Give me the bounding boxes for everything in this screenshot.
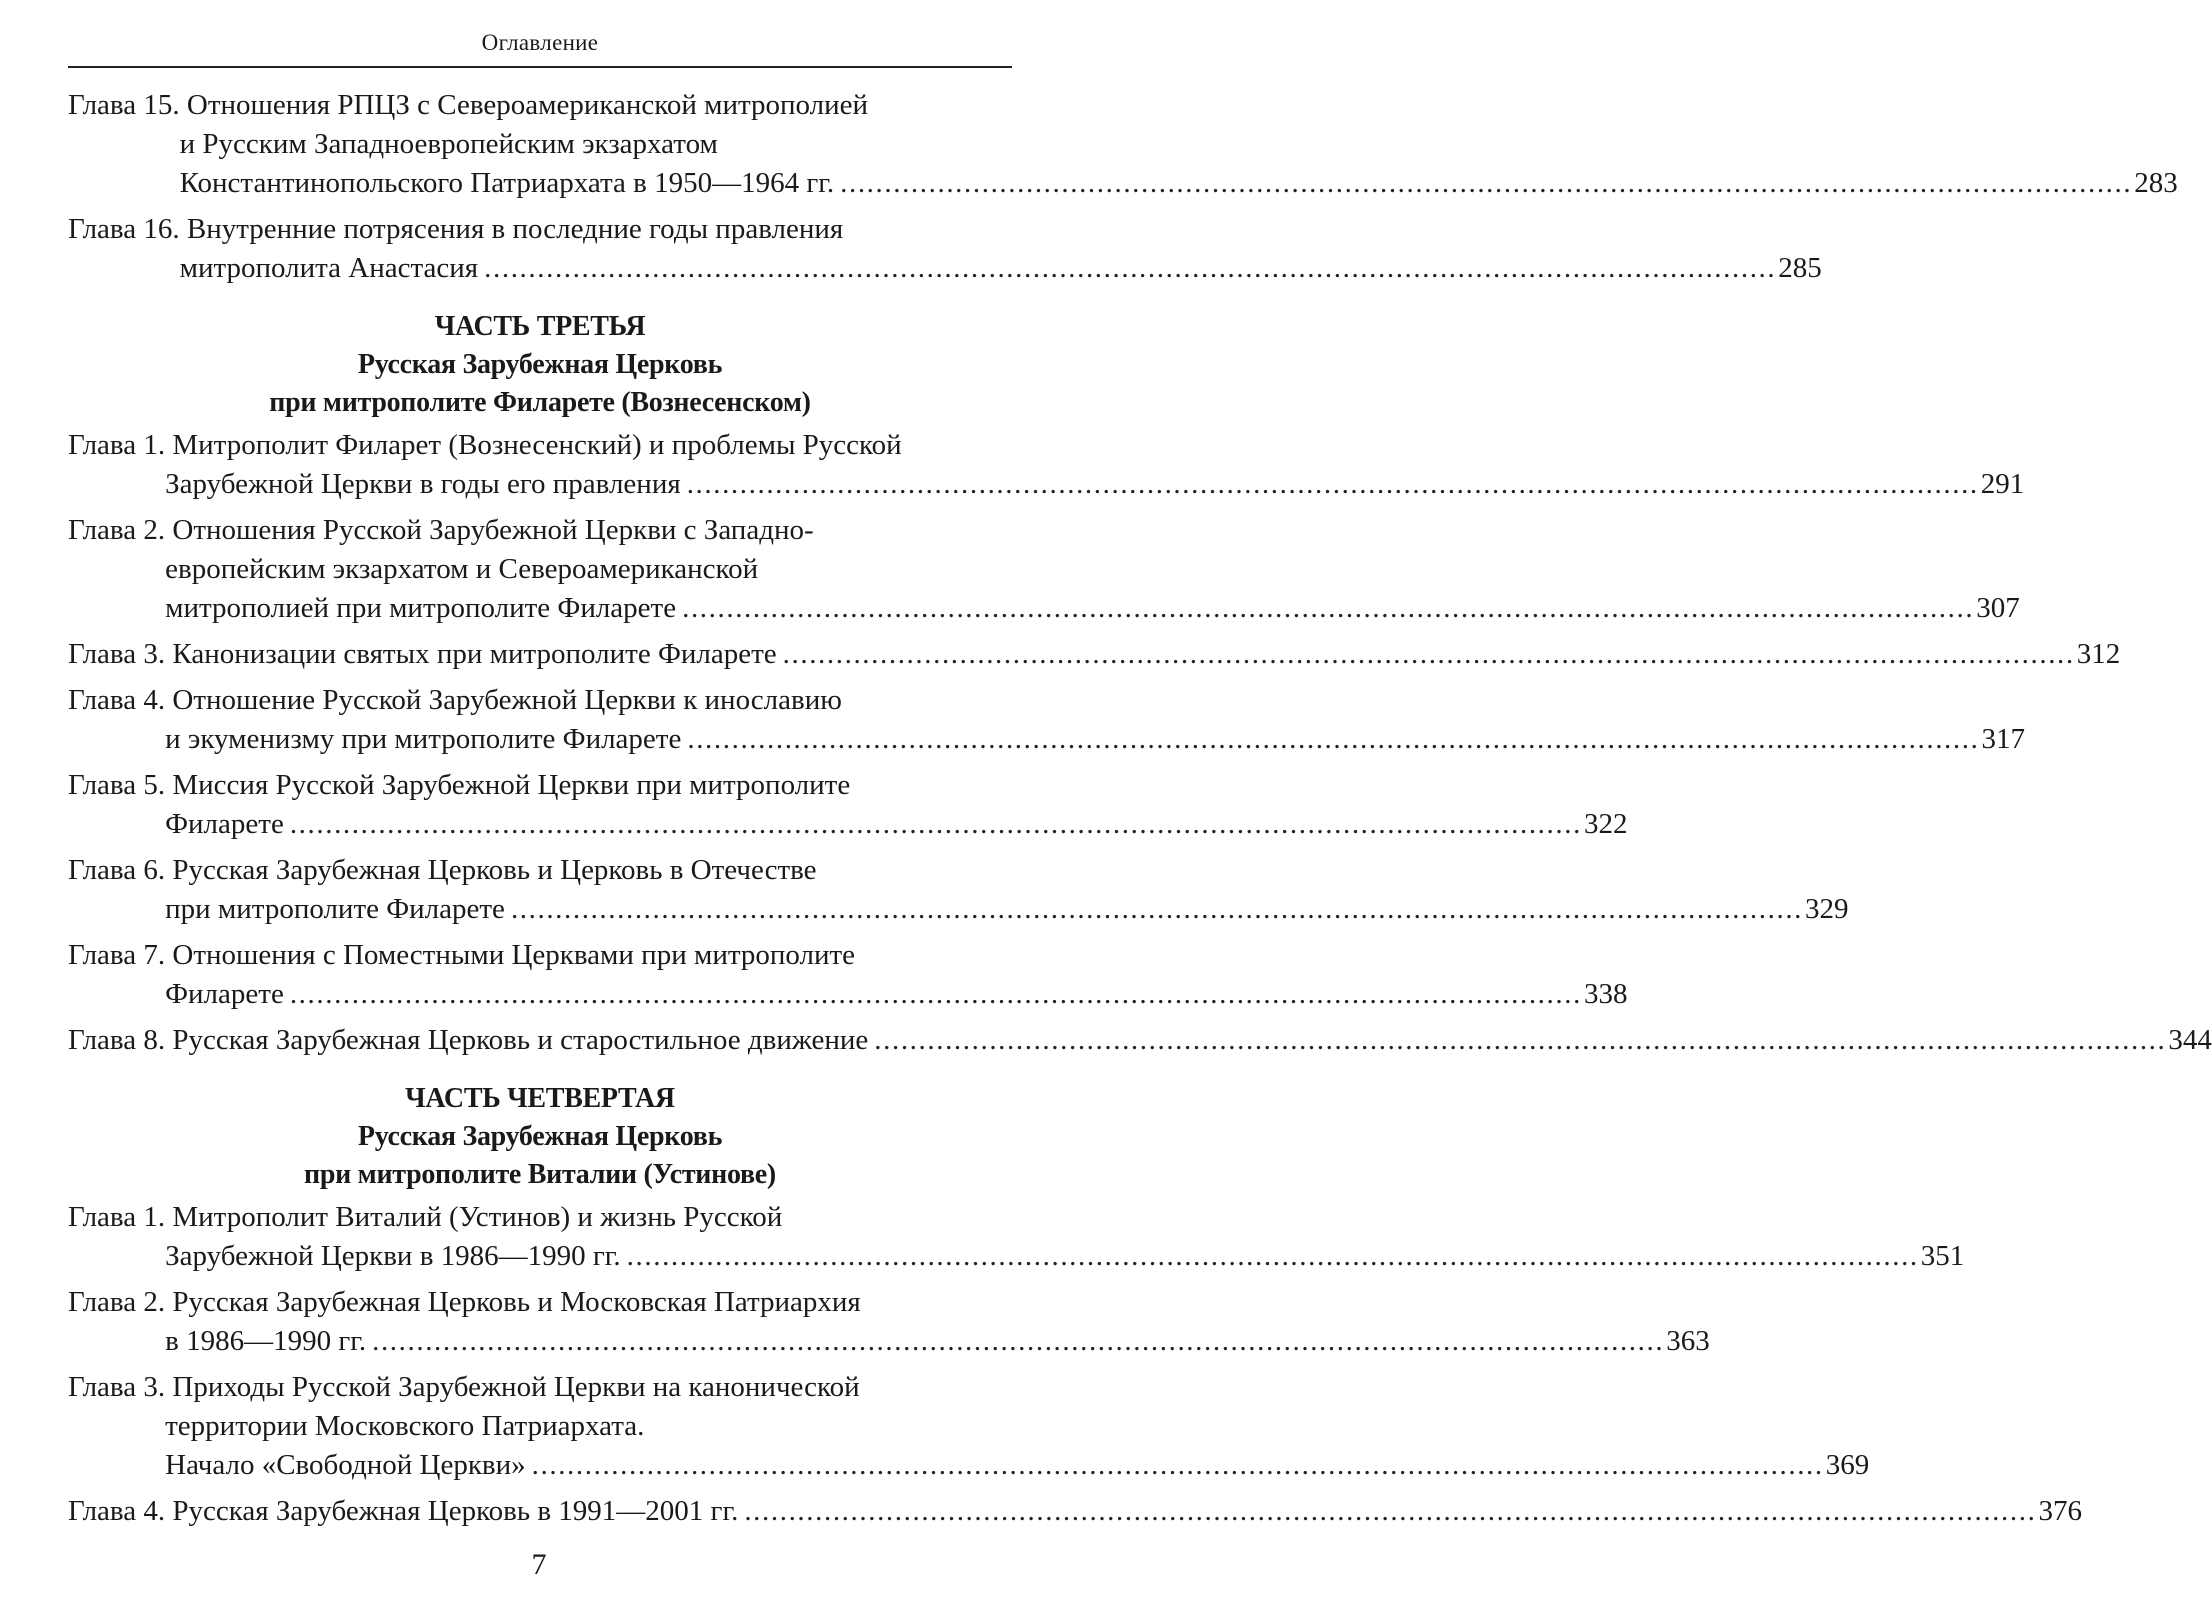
entry-line	[68, 890, 1849, 929]
chapter-label: Глава 2.	[68, 514, 173, 546]
toc-entry[interactable]	[68, 1283, 1710, 1361]
chapter-title: и экуменизму при митрополите Филарете	[165, 723, 682, 755]
chapter-label: Глава 6.	[68, 854, 173, 886]
chapter-title: Филарете	[165, 978, 284, 1010]
dot-leader: ..................................................................................................................................................	[782, 638, 2075, 670]
chapter-title: Начало «Свободной Церкви»	[165, 1449, 526, 1481]
toc-page-number: 351	[1920, 1240, 1965, 1272]
toc-page-number: 376	[2038, 1495, 2082, 1527]
dot-leader: ..................................................................................................................................................	[687, 723, 1980, 755]
entry-line	[68, 975, 1628, 1014]
entry-line	[68, 1283, 1012, 1322]
chapter-title: Зарубежной Церкви в 1986—1990 гг.	[165, 1240, 621, 1272]
part-subtitle: при митрополите Виталии (Устинове)	[304, 1159, 776, 1190]
chapter-title: Приходы Русской Зарубежной Церкви на канонической	[172, 1371, 860, 1403]
toc-page-number: 329	[1805, 893, 1849, 925]
chapter-title: Отношения РПЦЗ с Североамериканской митрополией	[186, 89, 869, 121]
chapter-title: европейским экзархатом и Североамериканской	[165, 553, 759, 585]
entry-line	[68, 635, 2121, 674]
dot-leader: ..................................................................................................................................................	[372, 1325, 1665, 1357]
table-of-contents	[68, 86, 2212, 1538]
entry-line	[68, 681, 1012, 720]
dot-leader: ..................................................................................................................................................	[289, 978, 1582, 1010]
part-subtitle: при митрополите Филарете (Вознесенском)	[269, 387, 811, 418]
entry-line	[68, 249, 1822, 288]
part-subtitle: Русская Зарубежная Церковь	[357, 1121, 723, 1152]
chapter-label: Глава 1.	[68, 1201, 173, 1233]
toc-entry[interactable]	[68, 1198, 1965, 1276]
entry-line	[68, 1322, 1710, 1361]
chapter-title: Филарете	[165, 808, 284, 840]
chapter-title: митрополита Анастасия	[179, 252, 479, 284]
page-number: 7	[531, 1548, 547, 1581]
entry-line	[68, 1446, 1870, 1485]
chapter-label: Глава 8.	[68, 1024, 173, 1056]
toc-entry[interactable]	[68, 426, 2025, 504]
dot-leader: ..................................................................................................................................................	[744, 1495, 2037, 1527]
entry-line	[68, 125, 1012, 164]
toc-entry[interactable]	[68, 210, 1822, 288]
dot-leader: ..................................................................................................................................................	[510, 893, 1804, 925]
entry-line	[68, 164, 2178, 203]
entry-line	[68, 465, 2025, 504]
toc-entry[interactable]	[68, 635, 2121, 674]
toc-page-number: 369	[1825, 1449, 1870, 1481]
toc-page-number: 291	[1980, 468, 2025, 500]
toc-page-number: 285	[1778, 252, 1822, 284]
dot-leader: ..................................................................................................................................................	[682, 592, 1975, 624]
toc-entry[interactable]	[68, 851, 1849, 929]
part-title: ЧАСТЬ ЧЕТВЕРТАЯ	[405, 1083, 675, 1114]
toc-page-number: 344	[2168, 1024, 2212, 1056]
entry-line	[68, 210, 1012, 249]
chapter-label: Глава 4.	[68, 684, 173, 716]
toc-entry[interactable]	[68, 1021, 2212, 1060]
chapter-label: Глава 3.	[68, 1371, 173, 1403]
chapter-label: Глава 16.	[68, 213, 187, 245]
dot-leader: ..................................................................................................................................................	[289, 808, 1582, 840]
chapter-label: Глава 2.	[68, 1286, 173, 1318]
chapter-title: при митрополите Филарете	[165, 893, 505, 925]
running-head: Оглавление	[481, 30, 599, 55]
entry-line	[68, 805, 1628, 844]
chapter-label: Глава 3.	[68, 638, 173, 670]
chapter-title: Русская Зарубежная Церковь и Московская Патриархия	[172, 1286, 861, 1318]
header-rule	[68, 66, 1012, 68]
chapter-label: Глава 4.	[68, 1495, 173, 1527]
toc-entry[interactable]	[68, 766, 1628, 844]
chapter-title: Митрополит Филарет (Вознесенский) и проблемы Русской	[172, 429, 902, 461]
entry-line	[68, 550, 1012, 589]
chapter-label: Глава 7.	[68, 939, 173, 971]
entry-line	[68, 511, 1012, 550]
chapter-title: Зарубежной Церкви в годы его правления	[165, 468, 681, 500]
toc-entry[interactable]	[68, 1368, 1870, 1485]
entry-line	[68, 86, 1012, 125]
chapter-title: Внутренние потрясения в последние годы правления	[186, 213, 844, 245]
chapter-label: Глава 1.	[68, 429, 173, 461]
chapter-label: Глава 15.	[68, 89, 187, 121]
dot-leader: ..................................................................................................................................................	[686, 468, 1979, 500]
entry-line	[68, 936, 1012, 975]
entry-line	[68, 1492, 2082, 1531]
dot-leader: ..................................................................................................................................................	[874, 1024, 2167, 1056]
dot-leader: ..................................................................................................................................................	[484, 252, 1777, 284]
entry-line	[68, 1198, 1012, 1237]
entry-line	[68, 766, 1012, 805]
toc-entry[interactable]	[68, 681, 2025, 759]
entry-line	[68, 720, 2025, 759]
toc-page-number: 317	[1981, 723, 2025, 755]
chapter-title: Митрополит Виталий (Устинов) и жизнь Русской	[172, 1201, 783, 1233]
entry-line	[68, 1021, 2212, 1060]
chapter-title: и Русским Западноевропейским экзархатом	[179, 128, 718, 160]
toc-entry[interactable]	[68, 86, 2178, 203]
chapter-title: в 1986—1990 гг.	[165, 1325, 367, 1357]
chapter-title: Отношения Русской Зарубежной Церкви с Западно-	[172, 514, 814, 546]
chapter-title: Русская Зарубежная Церковь и старостильное движение	[172, 1024, 869, 1056]
dot-leader: ..................................................................................................................................................	[840, 167, 2133, 199]
chapter-title: Русская Зарубежная Церковь и Церковь в Отечестве	[172, 854, 817, 886]
chapter-title: Отношения с Поместными Церквами при митрополите	[172, 939, 856, 971]
part-subtitle: Русская Зарубежная Церковь	[357, 349, 723, 380]
toc-page-number: 363	[1666, 1325, 1710, 1357]
chapter-title: Канонизации святых при митрополите Филарете	[172, 638, 777, 670]
toc-entry[interactable]	[68, 511, 2020, 628]
chapter-title: Русская Зарубежная Церковь в 1991—2001 гг.	[172, 1495, 739, 1527]
chapter-title: митрополией при митрополите Филарете	[165, 592, 677, 624]
entry-line	[68, 426, 1012, 465]
entry-line	[68, 589, 2020, 628]
toc-page-number: 307	[1976, 592, 2020, 624]
toc-entry[interactable]	[68, 1492, 2082, 1531]
toc-page-number: 322	[1583, 808, 1628, 840]
entry-line	[68, 1237, 1965, 1276]
chapter-title: Константинопольского Патриархата в 1950—1964 гг.	[179, 167, 835, 199]
toc-page-number: 283	[2134, 167, 2178, 199]
dot-leader: ..................................................................................................................................................	[626, 1240, 1919, 1272]
chapter-title: Отношение Русской Зарубежной Церкви к инославию	[172, 684, 842, 716]
entry-line	[68, 1407, 1012, 1446]
toc-page-number: 312	[2076, 638, 2121, 670]
chapter-title: Миссия Русской Зарубежной Церкви при митрополите	[172, 769, 851, 801]
entry-line	[68, 1368, 1012, 1407]
entry-line	[68, 851, 1012, 890]
part-title: ЧАСТЬ ТРЕТЬЯ	[434, 311, 646, 342]
chapter-title: территории Московского Патриархата.	[165, 1410, 645, 1442]
toc-entry[interactable]	[68, 936, 1628, 1014]
toc-page-number: 338	[1583, 978, 1628, 1010]
dot-leader: ..................................................................................................................................................	[531, 1449, 1824, 1481]
chapter-label: Глава 5.	[68, 769, 173, 801]
